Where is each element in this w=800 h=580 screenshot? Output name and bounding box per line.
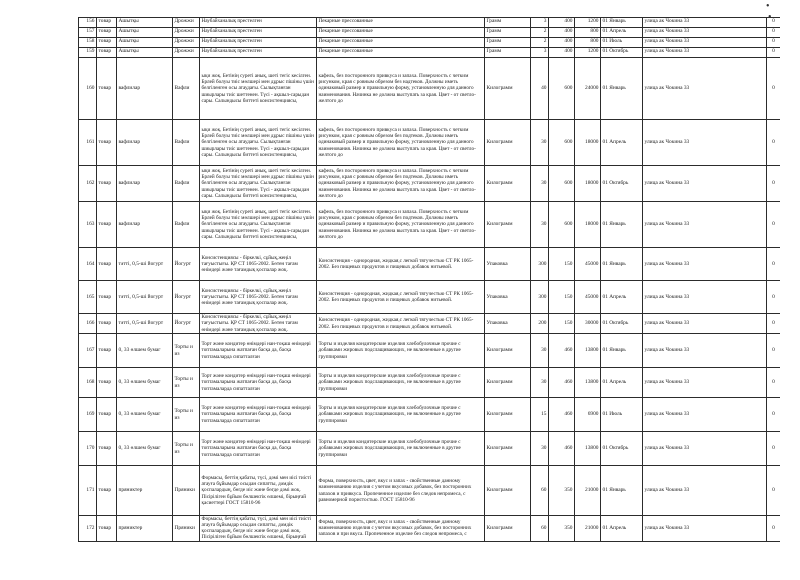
cell-last: 0 xyxy=(767,166,781,202)
cell-name-kz: тәтті, 0,5-ші йогурт xyxy=(117,248,173,281)
table-row xyxy=(79,248,781,281)
cell-name-kz: 0, 33 өлшем бумаг xyxy=(117,398,173,432)
table-row xyxy=(79,120,781,166)
cell-total: 18000 xyxy=(575,166,601,202)
cell-name-kz: Ашытқы xyxy=(117,18,173,28)
cell-type: товар xyxy=(97,516,117,542)
cell-name-ru: Дрожжи xyxy=(173,28,200,38)
scan-mark-top: • xyxy=(766,1,770,12)
cell-unit: Упаковка xyxy=(485,281,531,314)
cell-name-kz: 0, 33 өлшем бумаг xyxy=(117,432,173,466)
cell-name-ru: Йогурт xyxy=(173,281,200,314)
cell-date: 01 Апрель xyxy=(601,28,643,38)
cell-desc-ru: Пекарные прессованные xyxy=(317,48,485,58)
cell-type: товар xyxy=(97,48,117,58)
cell-name-kz: пряниктер xyxy=(117,466,173,516)
cell-price: 350 xyxy=(549,466,575,516)
cell-desc-ru: Пекарные прессованные xyxy=(317,38,485,48)
cell-last: 0 xyxy=(767,58,781,120)
cell-addr: улица ак Чокина 33 xyxy=(643,48,767,58)
cell-unit: Грамм xyxy=(485,38,531,48)
cell-desc-ru: Торты и изделия кондитерские изделия хлебобулочные прочие с добавками жировых подслащивающих, не включенные в другие группировки xyxy=(317,368,485,398)
scan-mark-second: • xyxy=(768,12,772,23)
cell-total: 6900 xyxy=(575,398,601,432)
cell-last: 0 xyxy=(767,38,781,48)
cell-type: товар xyxy=(97,368,117,398)
table-row xyxy=(79,166,781,202)
cell-price: 460 xyxy=(549,398,575,432)
cell-type: товар xyxy=(97,18,117,28)
cell-last: 0 xyxy=(767,120,781,166)
cell-desc-ru: Форма, поверхность, цвет, вкус и запах - свойственные данному наименованию изделия с учетом вкусовых добавок, без посторонних запахов и при вкуса. Пропеченное изделие без следов непромеса, с xyxy=(317,516,485,542)
table-row xyxy=(79,58,781,120)
cell-total: 13800 xyxy=(575,432,601,466)
cell-no: 157 xyxy=(79,28,97,38)
cell-total: 800 xyxy=(575,38,601,48)
cell-name-ru: Торты и из xyxy=(173,398,200,432)
table-row xyxy=(79,28,781,38)
cell-last: 0 xyxy=(767,432,781,466)
cell-desc-kz: ықи жоқ. Бетінің суреті анық, шеті тегіс кесілген. Брлей болуы тиіс мөлшері мен дұрыс пішіны үшін белгіленген осы атаудағы. Сылықтанған шиырлары тиіс шеттенен. Түсі - ақшыл-сарыдан сары. Салындысы биттеті консистенциясы, xyxy=(200,202,317,248)
cell-qty: 30 xyxy=(531,432,549,466)
cell-name-kz: 0, 33 өлшем бумаг xyxy=(117,368,173,398)
cell-date: 01 Январь xyxy=(601,334,643,368)
cell-no: 159 xyxy=(79,48,97,58)
cell-total: 24000 xyxy=(575,58,601,120)
cell-last: 0 xyxy=(767,516,781,542)
cell-date: 01 Июль xyxy=(601,398,643,432)
cell-last: 0 xyxy=(767,18,781,28)
cell-addr: улица ак Чокина 33 xyxy=(643,248,767,281)
cell-unit: Килограмм xyxy=(485,58,531,120)
cell-desc-ru: Торты и изделия кондитерские изделия хлебобулочные прочие с добавками жировых подслащивающих, не включенные в другие группировки xyxy=(317,432,485,466)
cell-name-ru: Торты и из xyxy=(173,334,200,368)
cell-total: 800 xyxy=(575,28,601,38)
table-row xyxy=(79,432,781,466)
cell-no: 161 xyxy=(79,120,97,166)
cell-name-ru: Вафли xyxy=(173,58,200,120)
cell-desc-kz: Консистенциясы - біркелкі, сұйық,жеңіл тағуыстығы. ҚР СТ 1065-2002. Бөтен тағам өнімдері және тағамдық қоспалар жоқ. xyxy=(200,281,317,314)
cell-unit: Килограмм xyxy=(485,166,531,202)
cell-desc-kz: Наубайханалық престелген xyxy=(200,48,317,58)
cell-type: товар xyxy=(97,334,117,368)
cell-desc-kz: Консистенциясы - біркелкі, сұйық,жеңіл тағуыстығы. ҚР СТ 1065-2002. Бөтен тағам өнімдері және тағамдық қоспалар жоқ. xyxy=(200,314,317,334)
cell-qty: 3 xyxy=(531,18,549,28)
cell-addr: улица ак Чокина 33 xyxy=(643,18,767,28)
cell-qty: 40 xyxy=(531,58,549,120)
cell-addr: улица ак Чокина 33 xyxy=(643,334,767,368)
cell-name-kz: Ашытқы xyxy=(117,38,173,48)
cell-unit: Килограмм xyxy=(485,334,531,368)
cell-last: 0 xyxy=(767,398,781,432)
cell-unit: Килограмм xyxy=(485,432,531,466)
cell-price: 400 xyxy=(549,48,575,58)
cell-unit: Упаковка xyxy=(485,248,531,281)
cell-type: товар xyxy=(97,120,117,166)
procurement-table xyxy=(78,17,780,542)
cell-type: товар xyxy=(97,281,117,314)
cell-desc-ru: Консистенция - однородная, жидкая,с легкой тягучестью СТ РК 1065-2002. Без пищевых продуктов и пищевых добавок нитьевой. xyxy=(317,248,485,281)
cell-name-ru: Торты и из xyxy=(173,432,200,466)
cell-last: 0 xyxy=(767,281,781,314)
cell-price: 600 xyxy=(549,120,575,166)
table-row xyxy=(79,314,781,334)
cell-qty: 2 xyxy=(531,38,549,48)
cell-name-ru: Йогурт xyxy=(173,248,200,281)
cell-name-kz: тәтті, 0,5-ші йогурт xyxy=(117,281,173,314)
cell-desc-ru: кафель, без посторонного привкуса и запаха. Поверхность с четким рисунком, края с ровным обрезом без подтеков. Должны иметь одинаковый размер и правильную форму, установленную для данного наименования. Начинка не должна выступать за края. Цвет - от светло-желтого до xyxy=(317,202,485,248)
cell-no: 171 xyxy=(79,466,97,516)
cell-name-kz: вафлилар xyxy=(117,58,173,120)
cell-no: 170 xyxy=(79,432,97,466)
cell-no: 164 xyxy=(79,248,97,281)
cell-desc-ru: Торты и изделия кондитерские изделия хлебобулочные прочие с добавками жировых подслащивающих, не включенные в другие группировки xyxy=(317,334,485,368)
cell-total: 30000 xyxy=(575,314,601,334)
cell-date: 01 Октябрь xyxy=(601,314,643,334)
cell-price: 600 xyxy=(549,58,575,120)
cell-qty: 2 xyxy=(531,28,549,38)
cell-name-ru: Торты и из xyxy=(173,368,200,398)
cell-no: 172 xyxy=(79,516,97,542)
cell-desc-ru: Консистенция - однородная, жидкая,с легкой тягучестью СТ РК 1065-2002. Без пищевых продуктов и пищевых добавок нитьевой. xyxy=(317,314,485,334)
cell-last: 0 xyxy=(767,48,781,58)
cell-total: 45000 xyxy=(575,281,601,314)
cell-last: 0 xyxy=(767,466,781,516)
table-row xyxy=(79,202,781,248)
cell-qty: 3 xyxy=(531,48,549,58)
cell-qty: 30 xyxy=(531,202,549,248)
cell-qty: 30 xyxy=(531,120,549,166)
cell-qty: 300 xyxy=(531,281,549,314)
cell-total: 18000 xyxy=(575,202,601,248)
cell-unit: Килограмм xyxy=(485,368,531,398)
cell-date: 01 Июль xyxy=(601,38,643,48)
cell-date: 01 Октябрь xyxy=(601,48,643,58)
cell-desc-kz: Консистенциясы - біркелкі, сұйық,жеңіл тағуыстығы. ҚР СТ 1065-2002. Бөтен тағам өнімдері және тағамдық қоспалар жоқ. xyxy=(200,248,317,281)
cell-qty: 30 xyxy=(531,166,549,202)
cell-no: 160 xyxy=(79,58,97,120)
cell-desc-kz: ықи жоқ. Бетінің суреті анық, шеті тегіс кесілген. Брлей болуы тиіс мөлшері мен дұрыс пішіны үшін белгіленген осы атаудағы. Сылықтанған шиырлары тиіс шеттенен. Түсі - ақшыл-сарыдан сары. Салындысы биттеті консистенциясы, xyxy=(200,120,317,166)
cell-desc-kz: Наубайханалық престелген xyxy=(200,28,317,38)
cell-total: 1200 xyxy=(575,18,601,28)
cell-addr: улица ак Чокина 33 xyxy=(643,368,767,398)
cell-total: 13800 xyxy=(575,334,601,368)
cell-unit: Килограмм xyxy=(485,466,531,516)
cell-unit: Килограмм xyxy=(485,202,531,248)
cell-name-ru: Пряники xyxy=(173,466,200,516)
cell-no: 166 xyxy=(79,314,97,334)
cell-name-ru: Дрожжи xyxy=(173,38,200,48)
cell-last: 0 xyxy=(767,202,781,248)
cell-type: товар xyxy=(97,202,117,248)
cell-price: 460 xyxy=(549,432,575,466)
cell-desc-ru: Торты и изделия кондитерские изделия хлебобулочные прочие с добавками жировых подслащивающих, не включенные в другие группировки xyxy=(317,398,485,432)
document-page xyxy=(78,17,780,573)
cell-name-ru: Дрожжи xyxy=(173,18,200,28)
cell-addr: улица ак Чокина 33 xyxy=(643,202,767,248)
cell-last: 0 xyxy=(767,248,781,281)
cell-desc-kz: Торт және кондитер өнімдері нан-тоқаш өнімдері топтамаларына жатпаған басқа да, басқа топтамаларда сипатталған xyxy=(200,334,317,368)
cell-total: 1200 xyxy=(575,48,601,58)
cell-price: 150 xyxy=(549,314,575,334)
cell-desc-ru: Пекарные прессованные xyxy=(317,28,485,38)
cell-qty: 300 xyxy=(531,248,549,281)
cell-addr: улица ак Чокина 33 xyxy=(643,38,767,48)
table-row xyxy=(79,398,781,432)
cell-price: 460 xyxy=(549,334,575,368)
cell-price: 400 xyxy=(549,38,575,48)
cell-name-kz: пряниктер xyxy=(117,516,173,542)
cell-desc-ru: кафель, без посторонного привкуса и запаха. Поверхность с четким рисунком, края с ровным обрезом без подтеков. Должны иметь одинаковый размер и правильную форму, установленную для данного наименования. Начинка не должна выступать за края. Цвет - от светло-желтого до xyxy=(317,166,485,202)
cell-addr: улица ак Чокина 33 xyxy=(643,516,767,542)
cell-date: 01 Апрель xyxy=(601,120,643,166)
cell-date: 01 Январь xyxy=(601,248,643,281)
cell-addr: улица ак Чокина 33 xyxy=(643,120,767,166)
cell-name-ru: Пряники xyxy=(173,516,200,542)
cell-desc-kz: Торт және кондитер өнімдері нан-тоқаш өнімдері топтамаларына жатпаған басқа да, басқа топтамаларда сипатталған xyxy=(200,432,317,466)
cell-price: 600 xyxy=(549,202,575,248)
cell-addr: улица ак Чокина 33 xyxy=(643,28,767,38)
cell-no: 163 xyxy=(79,202,97,248)
cell-qty: 200 xyxy=(531,314,549,334)
table-row xyxy=(79,48,781,58)
cell-no: 165 xyxy=(79,281,97,314)
cell-desc-ru: кафель, без посторонного привкуса и запаха. Поверхность с четким рисунком, края с ровным обрезом без подтеков. Должны иметь одинаковый размер и правильную форму, установленную для данного наименования. Начинка не должна выступать за края. Цвет - от светло-желтого до xyxy=(317,120,485,166)
cell-date: 01 Апрель xyxy=(601,368,643,398)
cell-total: 21000 xyxy=(575,516,601,542)
cell-addr: улица ак Чокина 33 xyxy=(643,432,767,466)
cell-type: товар xyxy=(97,314,117,334)
table-row xyxy=(79,281,781,314)
table-row xyxy=(79,516,781,542)
cell-type: товар xyxy=(97,58,117,120)
cell-addr: улица ак Чокина 33 xyxy=(643,58,767,120)
cell-price: 350 xyxy=(549,516,575,542)
cell-addr: улица ак Чокина 33 xyxy=(643,281,767,314)
cell-type: товар xyxy=(97,166,117,202)
cell-unit: Упаковка xyxy=(485,314,531,334)
cell-desc-kz: Формасы, беттің қабаты, түсі, дәмі мен иісі тиісті атауға бұйымдар осыдан сипатты, дәмдік қоспалардың, бөгде иіс және бөгде дәмі жоқ. Пісіріліген бұйым бөлшектік өлшемі, бірыңғай қасиеттері ГОСТ 15810-96 xyxy=(200,466,317,516)
cell-type: товар xyxy=(97,28,117,38)
cell-qty: 15 xyxy=(531,398,549,432)
cell-name-kz: Ашытқы xyxy=(117,48,173,58)
cell-desc-kz: Торт және кондитер өнімдері нан-тоқаш өнімдері топтамаларына жатпаған басқа да, басқа топтамаларда сипатталған xyxy=(200,368,317,398)
cell-desc-kz: ықи жоқ. Бетінің суреті анық, шеті тегіс кесілген. Брлей болуы тиіс мөлшері мен дұрыс пішіны үшін белгіленген осы атаудағы. Сылықтанған шиырлары тиіс шеттенен. Түсі - ақшыл-сарыдан сары. Салындысы биттеті консистенциясы, xyxy=(200,58,317,120)
cell-last: 0 xyxy=(767,314,781,334)
cell-type: товар xyxy=(97,432,117,466)
table-body xyxy=(79,18,781,542)
cell-no: 167 xyxy=(79,334,97,368)
cell-name-kz: Ашытқы xyxy=(117,28,173,38)
cell-price: 400 xyxy=(549,28,575,38)
cell-price: 460 xyxy=(549,368,575,398)
cell-desc-ru: Форма, поверхность, цвет, вкус и запах - свойственные данному наименованию изделия с учетом вкусовых добавок, без посторонних запахов и привкуса. Пропеченное изделие без следов непромеса, с равномерной пористостью. ГОСТ 15810-96 xyxy=(317,466,485,516)
cell-total: 13800 xyxy=(575,368,601,398)
cell-name-kz: вафлилар xyxy=(117,202,173,248)
cell-date: 01 Апрель xyxy=(601,281,643,314)
cell-unit: Грамм xyxy=(485,28,531,38)
cell-desc-kz: Наубайханалық престелген xyxy=(200,38,317,48)
cell-last: 0 xyxy=(767,334,781,368)
cell-name-ru: Вафли xyxy=(173,202,200,248)
cell-desc-kz: ықи жоқ. Бетінің суреті анық, шеті тегіс кесілген. Брлей болуы тиіс мөлшері мен дұрыс пішіны үшін белгіленген осы атаудағы. Сылықтанған шиырлары тиіс шеттенен. Түсі - ақшыл-сарыдан сары. Салындысы биттеті консистенциясы, xyxy=(200,166,317,202)
cell-no: 158 xyxy=(79,38,97,48)
cell-addr: улица ак Чокина 33 xyxy=(643,398,767,432)
cell-name-ru: Вафли xyxy=(173,120,200,166)
cell-qty: 30 xyxy=(531,334,549,368)
cell-unit: Килограмм xyxy=(485,398,531,432)
cell-price: 600 xyxy=(549,166,575,202)
cell-name-kz: вафлилар xyxy=(117,166,173,202)
cell-price: 400 xyxy=(549,18,575,28)
cell-desc-kz: Формасы, беттің қабаты, түсі, дәмі мен иісі тиісті атауға бұйымдар осыдан сипатты, дәмдік қоспалардың, бөгде иіс және бөгде дәмі жоқ. Пісіріліген бұйым бөлшектік өлшемі, бірыңғай xyxy=(200,516,317,542)
table-row xyxy=(79,38,781,48)
cell-no: 168 xyxy=(79,368,97,398)
cell-addr: улица ак Чокина 33 xyxy=(643,166,767,202)
cell-unit: Грамм xyxy=(485,18,531,28)
table-row xyxy=(79,368,781,398)
table-row xyxy=(79,466,781,516)
cell-addr: улица ак Чокина 33 xyxy=(643,466,767,516)
cell-unit: Грамм xyxy=(485,48,531,58)
cell-name-kz: вафлилар xyxy=(117,120,173,166)
cell-date: 01 Январь xyxy=(601,18,643,28)
cell-qty: 60 xyxy=(531,516,549,542)
cell-addr: улица ак Чокина 33 xyxy=(643,314,767,334)
cell-qty: 60 xyxy=(531,466,549,516)
cell-type: товар xyxy=(97,398,117,432)
cell-date: 01 Октябрь xyxy=(601,166,643,202)
cell-last: 0 xyxy=(767,28,781,38)
table-row xyxy=(79,18,781,28)
cell-unit: Килограмм xyxy=(485,120,531,166)
cell-date: 01 Январь xyxy=(601,58,643,120)
cell-desc-ru: Пекарные прессованные xyxy=(317,18,485,28)
cell-type: товар xyxy=(97,466,117,516)
cell-total: 45000 xyxy=(575,248,601,281)
cell-desc-ru: кафель, без посторонного привкуса и запаха. Поверхность с четким рисунком, края с ровным обрезом без надтеков. Должны иметь одинаковый размер и правильную форму, установленную для данного наименования. Начинка не должна выступать за края. Цвет - от светло-желтого до xyxy=(317,58,485,120)
cell-name-ru: Дрожжи xyxy=(173,48,200,58)
cell-type: товар xyxy=(97,38,117,48)
cell-last: 0 xyxy=(767,368,781,398)
cell-total: 18000 xyxy=(575,120,601,166)
cell-price: 150 xyxy=(549,248,575,281)
table-row xyxy=(79,334,781,368)
cell-unit: Килограмм xyxy=(485,516,531,542)
cell-qty: 30 xyxy=(531,368,549,398)
cell-desc-kz: Торт және кондитер өнімдері нан-тоқаш өнімдері топтамаларына жатпаған басқа да, басқа топтамаларда сипатталған xyxy=(200,398,317,432)
cell-price: 150 xyxy=(549,281,575,314)
cell-no: 162 xyxy=(79,166,97,202)
cell-date: 01 Январь xyxy=(601,202,643,248)
cell-no: 156 xyxy=(79,18,97,28)
cell-desc-ru: Консистенция - однородная, жидкая,с легкой тягучестью СТ РК 1065-2002. Без пищевых продуктов и пищевых добавок нитьевой. xyxy=(317,281,485,314)
cell-total: 21000 xyxy=(575,466,601,516)
cell-name-ru: Вафли xyxy=(173,166,200,202)
cell-name-kz: 0, 33 өлшем бумаг xyxy=(117,334,173,368)
cell-desc-kz: Наубайханалық престелген xyxy=(200,18,317,28)
cell-date: 01 Апрель xyxy=(601,516,643,542)
cell-date: 01 Январь xyxy=(601,466,643,516)
cell-date: 01 Октябрь xyxy=(601,432,643,466)
cell-name-ru: Йогурт xyxy=(173,314,200,334)
cell-name-kz: тәтті, 0,5-ші йогурт xyxy=(117,314,173,334)
cell-type: товар xyxy=(97,248,117,281)
cell-no: 169 xyxy=(79,398,97,432)
